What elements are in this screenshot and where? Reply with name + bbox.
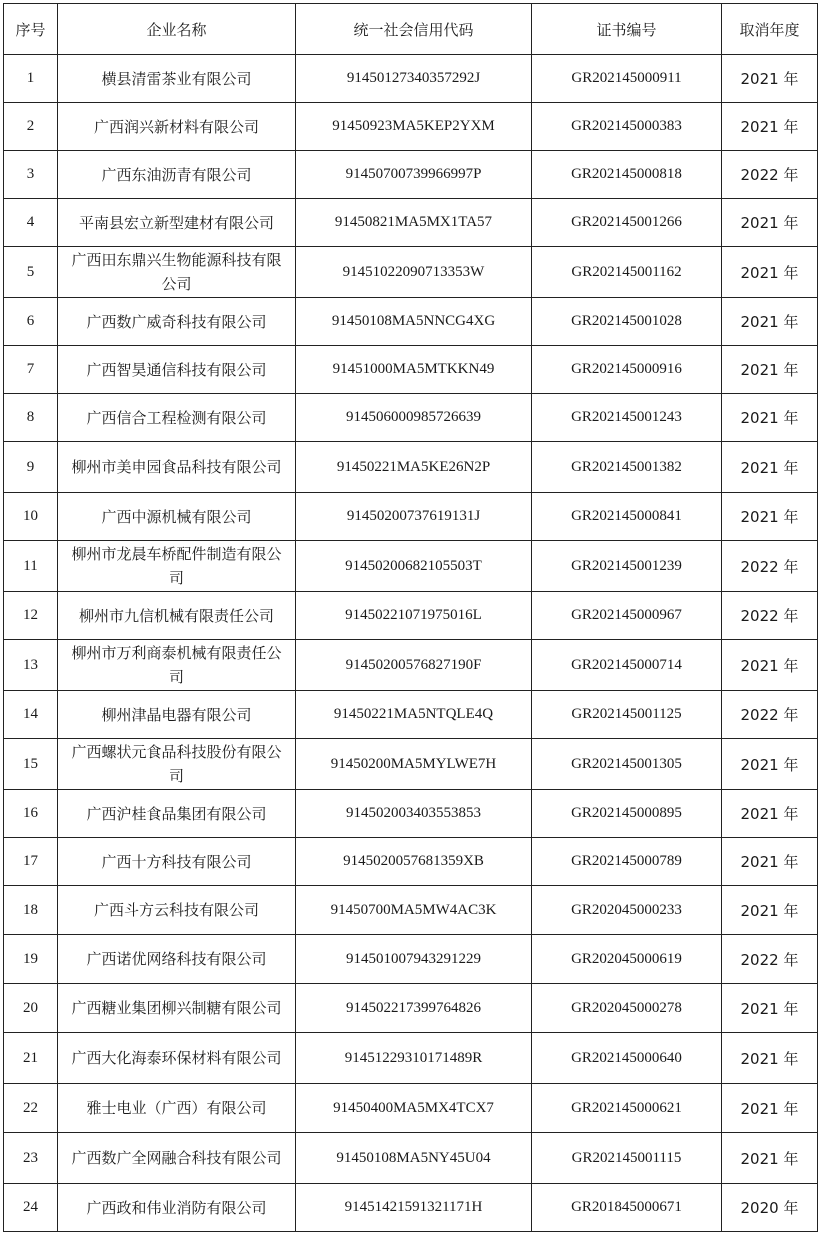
table-row (4, 1084, 818, 1133)
table-row (4, 1184, 818, 1232)
table-row (4, 298, 818, 346)
header-seq: 序号 (4, 4, 58, 55)
cell-seq: 23 (4, 1133, 58, 1184)
cell-cert: GR202145000967 (532, 592, 722, 640)
cell-name: 广西数广威奇科技有限公司 (58, 298, 296, 346)
cell-name: 平南县宏立新型建材有限公司 (58, 199, 296, 247)
cell-year: 2021 年 (722, 886, 818, 935)
cell-code: 9145020057681359XB (296, 838, 532, 886)
cell-seq: 7 (4, 346, 58, 394)
table-header-row (4, 4, 818, 55)
cell-year: 2022 年 (722, 935, 818, 984)
cell-cert: GR202145001162 (532, 247, 722, 298)
cell-seq: 2 (4, 103, 58, 151)
table-row (4, 1133, 818, 1184)
cell-name: 广西智昊通信科技有限公司 (58, 346, 296, 394)
cell-cert: GR202145000841 (532, 493, 722, 541)
cell-code: 91451022090713353W (296, 247, 532, 298)
cell-name: 广西东油沥青有限公司 (58, 151, 296, 199)
cell-cert: GR202145000818 (532, 151, 722, 199)
header-code: 统一社会信用代码 (296, 4, 532, 55)
cell-code: 91450221MA5KE26N2P (296, 442, 532, 493)
table-row (4, 886, 818, 935)
cell-seq: 17 (4, 838, 58, 886)
cell-seq: 13 (4, 640, 58, 691)
cell-seq: 12 (4, 592, 58, 640)
cell-seq: 11 (4, 541, 58, 592)
table-row (4, 394, 818, 442)
cell-code: 914502217399764826 (296, 984, 532, 1033)
cell-code: 914506000985726639 (296, 394, 532, 442)
cell-cert: GR202145001125 (532, 691, 722, 739)
table-row (4, 55, 818, 103)
cell-cert: GR202145001028 (532, 298, 722, 346)
cell-cert: GR202145001382 (532, 442, 722, 493)
cell-code: 91450200576827190F (296, 640, 532, 691)
cell-code: 91451000MA5MTKKN49 (296, 346, 532, 394)
cell-seq: 22 (4, 1084, 58, 1133)
cell-seq: 5 (4, 247, 58, 298)
cell-year: 2021 年 (722, 1033, 818, 1084)
cell-seq: 9 (4, 442, 58, 493)
cell-code: 91450700739966997P (296, 151, 532, 199)
cell-year: 2021 年 (722, 640, 818, 691)
cell-name: 横县清雷茶业有限公司 (58, 55, 296, 103)
cell-code: 91450108MA5NNCG4XG (296, 298, 532, 346)
cell-seq: 10 (4, 493, 58, 541)
cell-name: 广西中源机械有限公司 (58, 493, 296, 541)
cell-cert: GR202045000278 (532, 984, 722, 1033)
cell-year: 2021 年 (722, 103, 818, 151)
cell-seq: 8 (4, 394, 58, 442)
cell-cert: GR202145000714 (532, 640, 722, 691)
cell-seq: 16 (4, 790, 58, 838)
table-row (4, 739, 818, 790)
cell-name: 柳州市美申园食品科技有限公司 (58, 442, 296, 493)
cell-seq: 4 (4, 199, 58, 247)
cell-seq: 18 (4, 886, 58, 935)
table-row (4, 1033, 818, 1084)
cell-year: 2020 年 (722, 1184, 818, 1232)
cell-code: 91450400MA5MX4TCX7 (296, 1084, 532, 1133)
cell-seq: 21 (4, 1033, 58, 1084)
table-row (4, 541, 818, 592)
cell-seq: 20 (4, 984, 58, 1033)
cell-year: 2021 年 (722, 199, 818, 247)
cell-year: 2021 年 (722, 984, 818, 1033)
cell-name: 柳州津晶电器有限公司 (58, 691, 296, 739)
cell-cert: GR202145000383 (532, 103, 722, 151)
cell-seq: 14 (4, 691, 58, 739)
cell-year: 2021 年 (722, 493, 818, 541)
cell-name: 广西沪桂食品集团有限公司 (58, 790, 296, 838)
table-row (4, 247, 818, 298)
table-row (4, 838, 818, 886)
cell-name: 柳州市龙晨车桥配件制造有限公司 (58, 541, 296, 592)
cell-code: 91450200682105503T (296, 541, 532, 592)
table-row (4, 151, 818, 199)
cell-code: 91450700MA5MW4AC3K (296, 886, 532, 935)
table-row (4, 984, 818, 1033)
cell-cert: GR202145000640 (532, 1033, 722, 1084)
header-cert: 证书编号 (532, 4, 722, 55)
cell-code: 91450221071975016L (296, 592, 532, 640)
cell-seq: 1 (4, 55, 58, 103)
header-name: 企业名称 (58, 4, 296, 55)
cell-name: 雅士电业（广西）有限公司 (58, 1084, 296, 1133)
cell-name: 广西十方科技有限公司 (58, 838, 296, 886)
cell-year: 2022 年 (722, 151, 818, 199)
cell-cert: GR202045000233 (532, 886, 722, 935)
cell-year: 2021 年 (722, 1133, 818, 1184)
table-row (4, 103, 818, 151)
cell-code: 91450200MA5MYLWE7H (296, 739, 532, 790)
cell-year: 2021 年 (722, 394, 818, 442)
cell-cert: GR202145001115 (532, 1133, 722, 1184)
cell-cert: GR202045000619 (532, 935, 722, 984)
cell-code: 91450923MA5KEP2YXM (296, 103, 532, 151)
cell-code: 914502003403553853 (296, 790, 532, 838)
cell-seq: 24 (4, 1184, 58, 1232)
cell-code: 91450821MA5MX1TA57 (296, 199, 532, 247)
cell-name: 广西数广全网融合科技有限公司 (58, 1133, 296, 1184)
cell-code: 91450108MA5NY45U04 (296, 1133, 532, 1184)
cell-cert: GR202145000911 (532, 55, 722, 103)
table-row (4, 790, 818, 838)
cell-year: 2021 年 (722, 838, 818, 886)
cell-code: 914501007943291229 (296, 935, 532, 984)
cell-cert: GR202145000789 (532, 838, 722, 886)
cell-year: 2022 年 (722, 592, 818, 640)
cell-code: 91450127340357292J (296, 55, 532, 103)
cell-seq: 6 (4, 298, 58, 346)
cell-name: 广西大化海泰环保材料有限公司 (58, 1033, 296, 1084)
table-row (4, 640, 818, 691)
table-row (4, 199, 818, 247)
table-row (4, 346, 818, 394)
cell-cert: GR202145000895 (532, 790, 722, 838)
cell-name: 广西斗方云科技有限公司 (58, 886, 296, 935)
cell-code: 91450200737619131J (296, 493, 532, 541)
cell-name: 广西螺状元食品科技股份有限公司 (58, 739, 296, 790)
cell-year: 2021 年 (722, 790, 818, 838)
cell-cert: GR201845000671 (532, 1184, 722, 1232)
cell-name: 广西润兴新材料有限公司 (58, 103, 296, 151)
cell-name: 柳州市九信机械有限责任公司 (58, 592, 296, 640)
cell-name: 广西诺优网络科技有限公司 (58, 935, 296, 984)
cell-code: 91450221MA5NTQLE4Q (296, 691, 532, 739)
cell-year: 2021 年 (722, 55, 818, 103)
cell-seq: 3 (4, 151, 58, 199)
cell-year: 2021 年 (722, 346, 818, 394)
cell-year: 2021 年 (722, 1084, 818, 1133)
cell-name: 广西糖业集团柳兴制糖有限公司 (58, 984, 296, 1033)
table-row (4, 691, 818, 739)
cell-seq: 19 (4, 935, 58, 984)
table-row (4, 442, 818, 493)
cell-code: 91451229310171489R (296, 1033, 532, 1084)
revoked-enterprises-table (3, 3, 818, 1232)
header-year: 取消年度 (722, 4, 818, 55)
cell-cert: GR202145001266 (532, 199, 722, 247)
table-row (4, 935, 818, 984)
table-row (4, 493, 818, 541)
cell-seq: 15 (4, 739, 58, 790)
cell-cert: GR202145001243 (532, 394, 722, 442)
cell-name: 广西田东鼎兴生物能源科技有限公司 (58, 247, 296, 298)
cell-name: 广西政和伟业消防有限公司 (58, 1184, 296, 1232)
cell-year: 2021 年 (722, 739, 818, 790)
cell-name: 柳州市万利商泰机械有限责任公司 (58, 640, 296, 691)
cell-cert: GR202145000916 (532, 346, 722, 394)
cell-year: 2021 年 (722, 298, 818, 346)
cell-cert: GR202145001239 (532, 541, 722, 592)
cell-year: 2021 年 (722, 442, 818, 493)
cell-year: 2022 年 (722, 691, 818, 739)
cell-name: 广西信合工程检测有限公司 (58, 394, 296, 442)
cell-cert: GR202145000621 (532, 1084, 722, 1133)
cell-cert: GR202145001305 (532, 739, 722, 790)
table-row (4, 592, 818, 640)
cell-code: 91451421591321171H (296, 1184, 532, 1232)
cell-year: 2022 年 (722, 541, 818, 592)
cell-year: 2021 年 (722, 247, 818, 298)
